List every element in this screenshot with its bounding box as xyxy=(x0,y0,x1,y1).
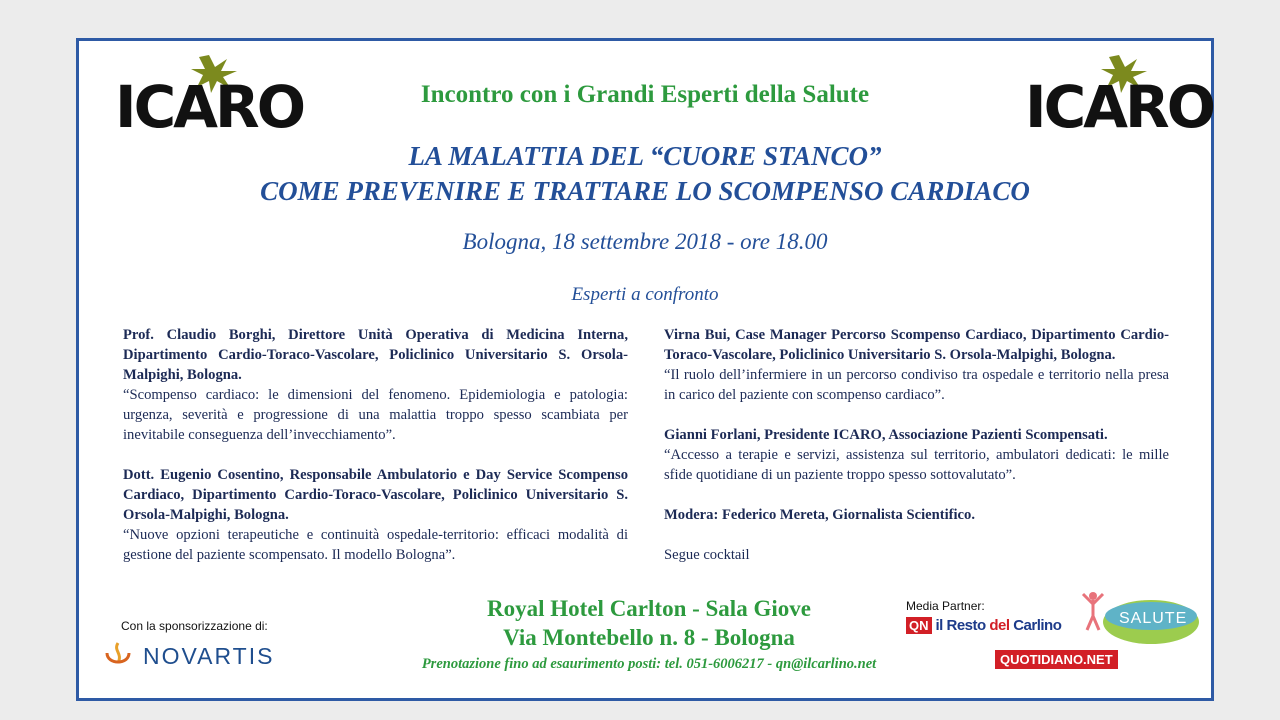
icaro-logo-text: ICARO xyxy=(1025,73,1213,141)
speakers-left-column xyxy=(123,325,628,585)
quotidiano-badge: QUOTIDIANO.NET xyxy=(995,650,1118,669)
event-date: Bologna, 18 settembre 2018 - ore 18.00 xyxy=(462,229,828,254)
novartis-logo xyxy=(103,641,274,671)
novartis-flame-icon xyxy=(103,641,133,671)
title-line-2: COME PREVENIRE E TRATTARE LO SCOMPENSO CARDIACO xyxy=(260,176,1030,206)
speaker-entry xyxy=(664,325,1169,405)
qn-badge: QN xyxy=(906,617,932,634)
speaker-name: Virna Bui, Case Manager Percorso Scompenso Cardiaco, Dipartimento Cardio-Toraco-Vascolare, Policlinico Universitario S. Orsola-Malpighi, Bologna. xyxy=(664,327,1169,363)
flyer-frame xyxy=(76,38,1214,701)
speaker-topic: “Nuove opzioni terapeutiche e continuità ospedale-territorio: efficaci modalità di gestione del paziente scompensato. Il modello Bologna”. xyxy=(123,527,628,563)
experts-subheading: Esperti a confronto xyxy=(571,284,719,305)
speaker-topic: “Il ruolo dell’infermiere in un percorso condiviso tra ospedale e territorio nella presa in carico del paziente con scompenso cardiaco”. xyxy=(664,367,1169,403)
venue-name: Royal Hotel Carlton - Sala Giove xyxy=(487,596,811,621)
speaker-entry xyxy=(664,425,1169,485)
sponsor-label: Con la sponsorizzazione di: xyxy=(121,619,268,633)
qn-carlino-logo xyxy=(906,617,1061,634)
speaker-name: Gianni Forlani, Presidente ICARO, Associazione Pazienti Scompensati. xyxy=(664,427,1108,443)
quotidiano-logo xyxy=(995,651,1118,669)
speaker-name: Dott. Eugenio Cosentino, Responsabile Ambulatorio e Day Service Scompenso Cardiaco, Dipartimento Cardio-Toraco-Vascolare, Policlinico Universitario S. Orsola-Malpighi, Bologna. xyxy=(123,467,628,523)
booking-info: Prenotazione fino ad esaurimento posti: tel. 051-6006217 - qn@ilcarlino.net xyxy=(421,656,877,672)
speaker-entry xyxy=(123,465,628,565)
salute-text: SALUTE xyxy=(1119,610,1188,627)
speaker-topic: “Scompenso cardiaco: le dimensioni del fenomeno. Epidemiologia e patologia: urgenza, severità e progressione di una malattia troppo spesso scambiata per inevitabile conseguenza dell’invecchiamento”. xyxy=(123,387,628,443)
media-partner-label: Media Partner: xyxy=(906,599,985,613)
carlino-name: il Resto del Carlino xyxy=(935,617,1062,634)
icaro-logo-text: ICARO xyxy=(115,73,303,141)
salute-logo xyxy=(1079,586,1201,651)
speaker-topic: “Accesso a terapie e servizi, assistenza sul territorio, ambulatori dedicati: le mille sfide quotidiane di un paziente troppo spesso sottovalutato”. xyxy=(664,447,1169,483)
series-heading: Incontro con i Grandi Esperti della Salute xyxy=(420,81,870,108)
closing-note: Segue cocktail xyxy=(664,547,750,563)
speakers-right-column xyxy=(664,325,1169,585)
sponsor-name: NOVARTIS xyxy=(143,642,275,669)
speaker-entry xyxy=(123,325,628,445)
speaker-name: Prof. Claudio Borghi, Direttore Unità Operativa di Medicina Interna, Dipartimento Cardio-Toraco-Vascolare, Policlinico Universitario S. Orsola-Malpighi, Bologna. xyxy=(123,327,628,383)
venue-address: Via Montebello n. 8 - Bologna xyxy=(503,625,795,650)
title-line-1: LA MALATTIA DEL “CUORE STANCO” xyxy=(408,141,882,171)
moderator: Modera: Federico Mereta, Giornalista Scientifico. xyxy=(664,507,975,523)
